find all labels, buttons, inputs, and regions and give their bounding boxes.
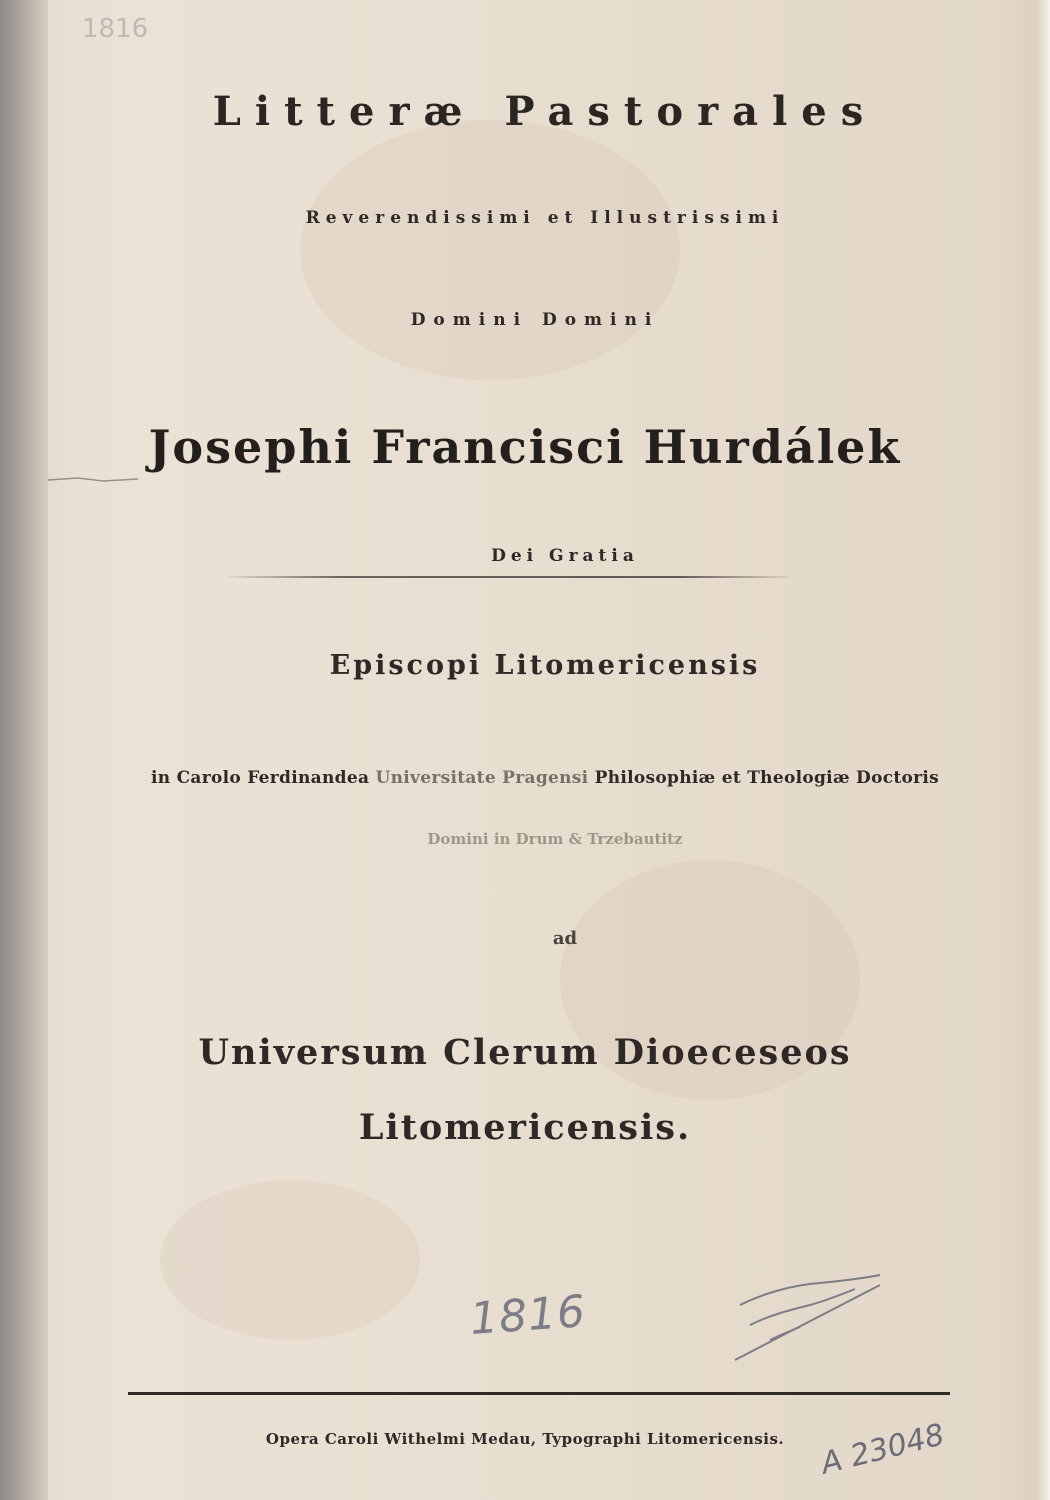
paper-stain xyxy=(160,1180,420,1340)
degree-line-part: Universitate Pragensi xyxy=(375,768,589,788)
paper-tear-mark xyxy=(48,470,138,488)
estate-line: Domini in Drum & Trzebautitz xyxy=(427,830,683,848)
ad-line: ad xyxy=(552,928,578,949)
imprint-line: Opera Caroli Withelmi Medau, Typographi Litomericensis. xyxy=(265,1430,785,1448)
domini-line: Domini Domini xyxy=(410,310,660,330)
recipient-line-1: Universum Clerum Dioeceseos xyxy=(198,1032,852,1073)
degree-line xyxy=(0,770,1050,787)
handwritten-year: 1816 xyxy=(468,1286,588,1345)
paper-stain xyxy=(300,120,680,380)
honorific-line: Reverendissimi et Illustrissimi xyxy=(305,208,785,228)
divider-rule xyxy=(228,576,790,578)
corner-pencil-note: 1816 xyxy=(82,14,149,44)
imprint-rule xyxy=(128,1392,950,1395)
degree-line-part: Philosophiæ et Theologiæ Doctoris xyxy=(594,768,940,788)
shelfmark-annotation: A 23048 xyxy=(817,1417,948,1482)
recipient-line-2: Litomericensis. xyxy=(358,1107,692,1148)
bishop-name: Josephi Francisci Hurdálek xyxy=(148,420,902,474)
office-line: Episcopi Litomericensis xyxy=(329,650,761,681)
pencil-scribble-icon xyxy=(730,1265,890,1375)
dei-gratia-line: Dei Gratia xyxy=(491,546,639,566)
document-title: Litteræ Pastorales xyxy=(212,88,878,135)
degree-line-part: in Carolo Ferdinandea xyxy=(150,768,370,788)
